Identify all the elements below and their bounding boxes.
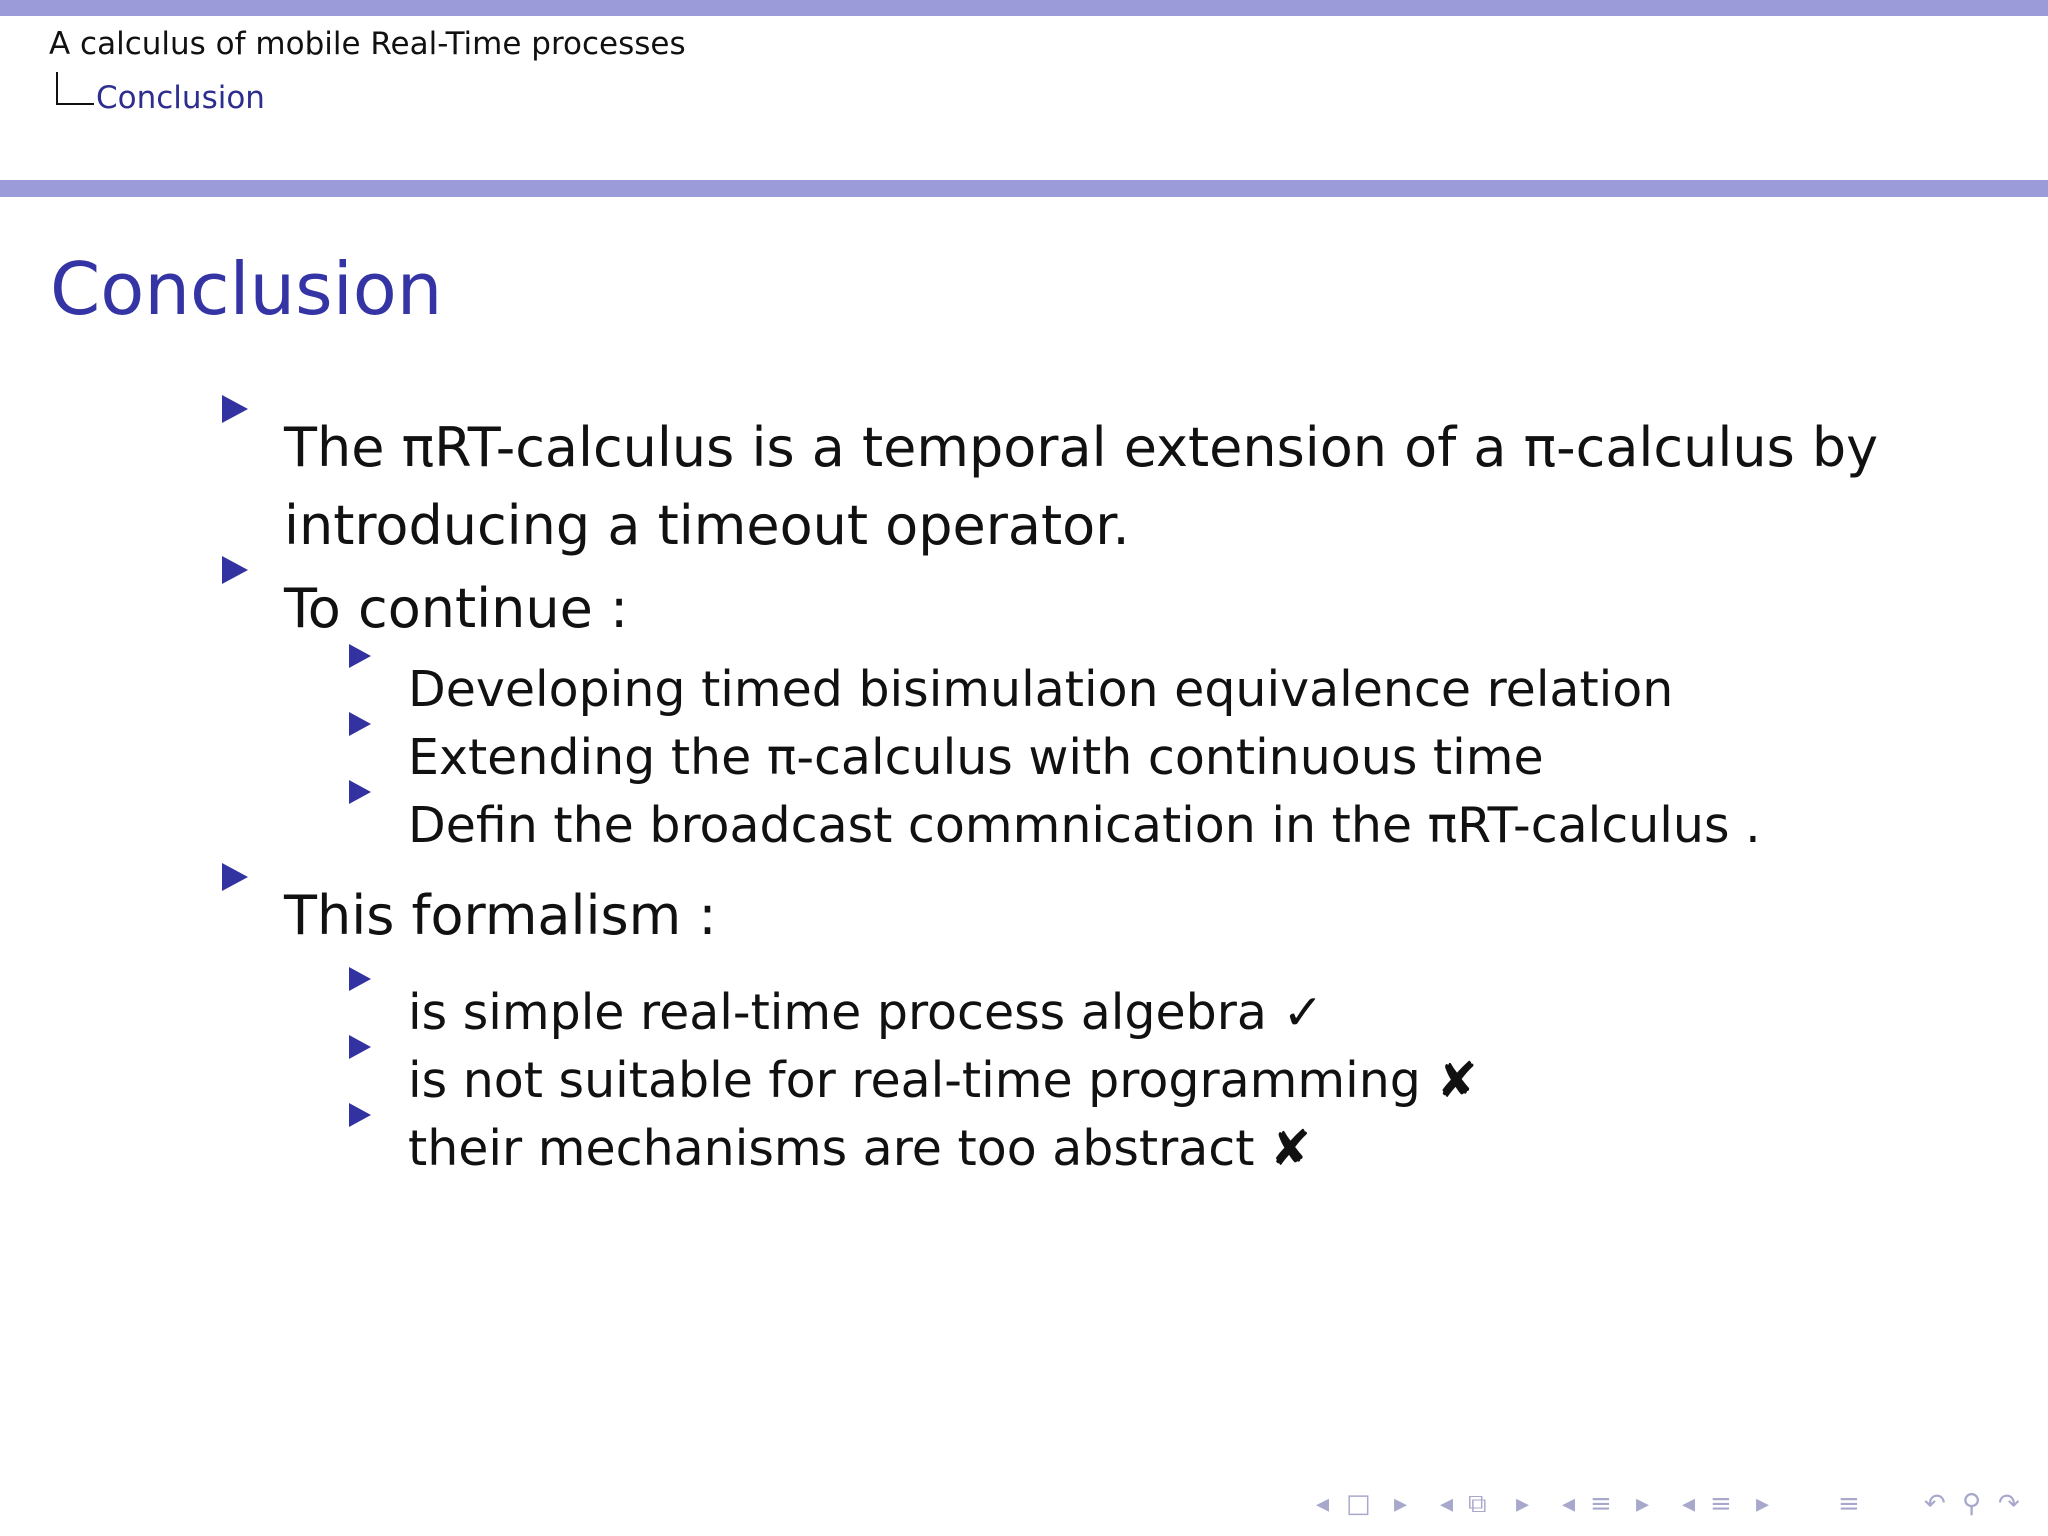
triangle-bullet-icon [349,1103,371,1127]
breadcrumb-section: Conclusion [96,80,265,116]
align-icon[interactable]: ≡ [1838,1489,1860,1519]
document-title: A calculus of mobile Real-Time processes [49,26,686,62]
frames-icon[interactable]: ⧉ [1468,1489,1487,1519]
prev-subsection-icon[interactable]: ◂ [1562,1489,1576,1519]
undo-icon[interactable]: ↶ [1924,1489,1946,1519]
cross-icon: ✘ [1270,1120,1312,1177]
triangle-bullet-icon [349,712,371,736]
sub-bullet-text: Defin the broadcast commnication in the πRT-calculus . [408,797,1761,854]
section-icon[interactable]: ≡ [1710,1489,1732,1519]
breadcrumb-connector [56,72,94,105]
triangle-bullet-icon [349,967,371,991]
checkmark-icon: ✓ [1282,984,1324,1041]
bullet-text: To continue : [284,577,629,640]
sub-bullet-label: their mechanisms are too abstract [408,1120,1255,1177]
prev-slide-icon[interactable]: ◂ [1316,1489,1330,1519]
sub-bullet-text [408,1115,1311,1183]
sub-bullet-text: Developing timed bisimulation equivalence relation [408,661,1674,718]
cross-icon: ✘ [1436,1052,1478,1109]
redo-icon[interactable]: ↷ [1998,1489,2020,1519]
triangle-bullet-icon [349,644,371,668]
navigation-bar [1310,1486,2030,1522]
prev-section-icon[interactable]: ◂ [1682,1489,1696,1519]
triangle-bullet-icon [222,395,248,423]
bullet-text: The πRT-calculus is a temporal extension of a π-calculus by [284,416,1879,479]
triangle-bullet-icon [349,780,371,804]
sub-bullet-text: Extending the π-calculus with continuous time [408,729,1544,786]
top-rule [0,0,2048,16]
frame-title: Conclusion [50,247,443,331]
triangle-bullet-icon [222,863,248,891]
bullet-text: introducing a timeout operator. [284,494,1130,557]
sub-bullet-label: is simple real-time process algebra [408,984,1267,1041]
sub-bullet-text [408,979,1324,1047]
next-section-icon[interactable]: ▸ [1756,1489,1770,1519]
next-slide-icon[interactable]: ▸ [1394,1489,1408,1519]
next-frame-icon[interactable]: ▸ [1516,1489,1530,1519]
triangle-bullet-icon [349,1035,371,1059]
slide-icon[interactable]: □ [1346,1489,1371,1519]
prev-frame-icon[interactable]: ◂ [1440,1489,1454,1519]
subsection-icon[interactable]: ≡ [1590,1489,1612,1519]
header-rule [0,180,2048,197]
sub-bullet-text [408,1047,1478,1115]
next-subsection-icon[interactable]: ▸ [1636,1489,1650,1519]
bullet-text: This formalism : [284,884,717,947]
triangle-bullet-icon [222,556,248,584]
sub-bullet-label: is not suitable for real-time programming [408,1052,1421,1109]
search-icon[interactable]: ⚲ [1962,1489,1982,1519]
